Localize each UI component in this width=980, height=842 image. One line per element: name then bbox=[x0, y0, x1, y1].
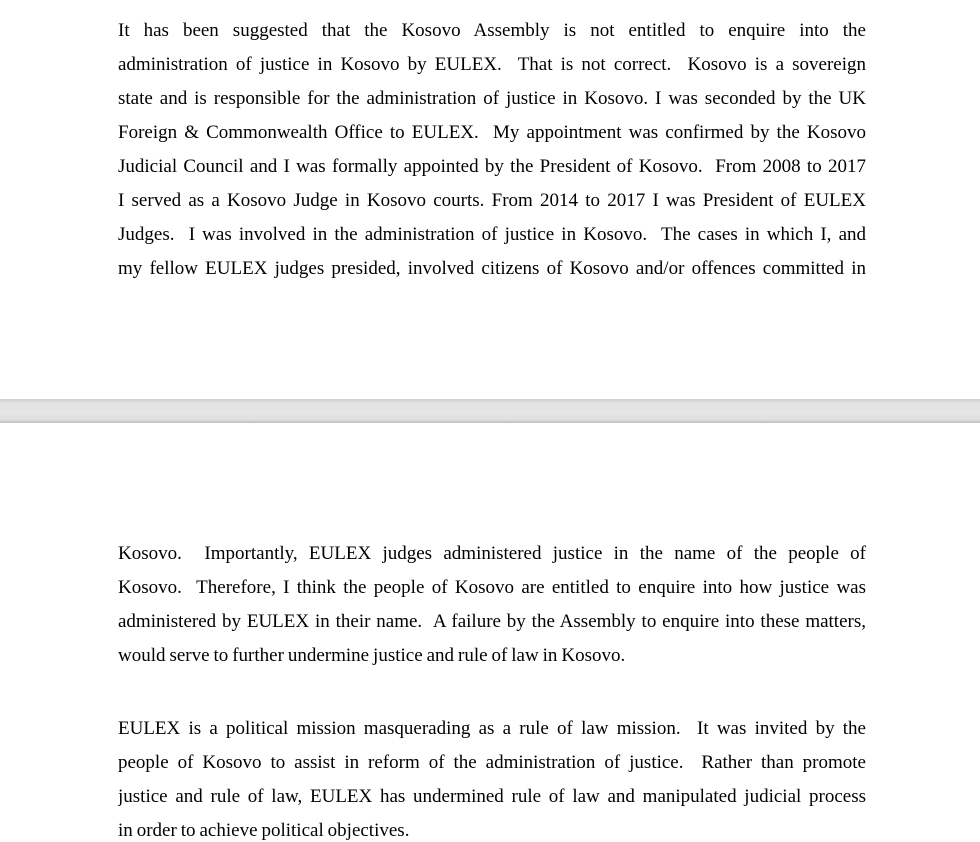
text-line: my fellow EULEX judges presided, involved citizens of Kosovo and/or offences committed in bbox=[118, 258, 866, 279]
text-line: It has been suggested that the Kosovo Assembly is not entitled to enquire into the bbox=[118, 20, 866, 41]
text-line: EULEX is a political mission masquerading as a rule of law mission. It was invited by the bbox=[118, 718, 866, 739]
text-line: Kosovo. Importantly, EULEX judges administered justice in the name of the people of bbox=[118, 543, 866, 564]
text-line: justice and rule of law, EULEX has undermined rule of law and manipulated judicial process bbox=[118, 786, 866, 807]
paragraph bbox=[118, 537, 866, 673]
text-line: administered by EULEX in their name. A failure by the Assembly to enquire into these matters, bbox=[118, 611, 866, 632]
paragraph bbox=[118, 14, 866, 286]
paragraph bbox=[118, 712, 866, 842]
text-line: would serve to further undermine justice and rule of law in Kosovo. bbox=[118, 645, 626, 666]
text-line: people of Kosovo to assist in reform of the administration of justice. Rather than promote bbox=[118, 752, 866, 773]
text-line: I served as a Kosovo Judge in Kosovo courts. From 2014 to 2017 I was President of EULEX bbox=[118, 190, 866, 211]
text-line: Kosovo. Therefore, I think the people of Kosovo are entitled to enquire into how justice was bbox=[118, 577, 866, 598]
text-line: Foreign & Commonwealth Office to EULEX. My appointment was confirmed by the Kosovo bbox=[118, 122, 866, 143]
text-line: state and is responsible for the administration of justice in Kosovo. I was seconded by the UK bbox=[118, 88, 866, 109]
text-line: administration of justice in Kosovo by EULEX. That is not correct. Kosovo is a sovereign bbox=[118, 54, 866, 75]
page-break-separator bbox=[0, 399, 980, 423]
text-line: Judicial Council and I was formally appointed by the President of Kosovo. From 2008 to 2017 bbox=[118, 156, 866, 177]
text-line: Judges. I was involved in the administration of justice in Kosovo. The cases in which I, and bbox=[118, 224, 866, 245]
text-line: in order to achieve political objectives. bbox=[118, 820, 410, 841]
